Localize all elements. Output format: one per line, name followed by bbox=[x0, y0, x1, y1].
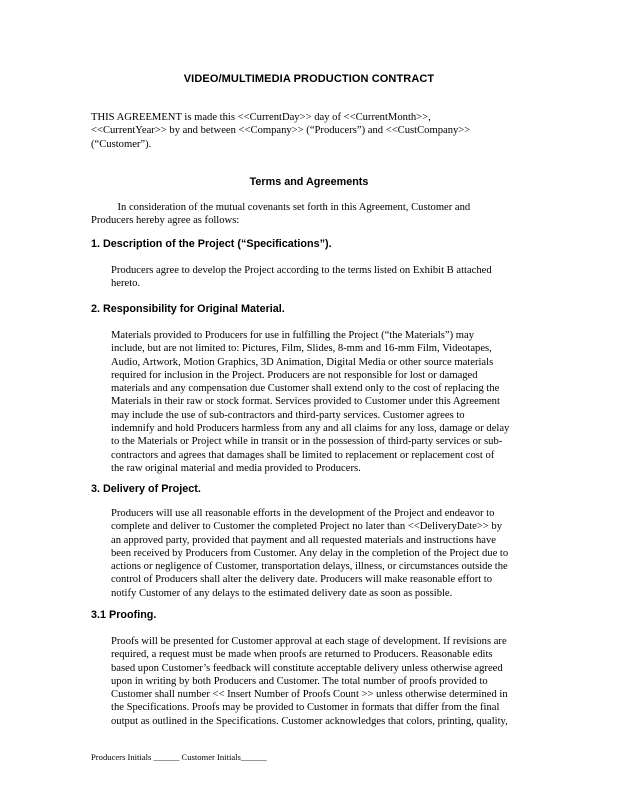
section-1-heading: 1. Description of the Project (“Specifications”). bbox=[91, 238, 332, 250]
terms-heading: Terms and Agreements bbox=[249, 176, 369, 188]
section-2-body: Materials provided to Producers for use in fulfilling the Project (“the Materials”) may include, but are not limited to: Pictures, Film, Slides, 8-mm and 16-mm Film, Videotapes, Audio, Artwork, Motion Graphics, 3D Animation, Digital Media or other source materials required for inclusion in the Project. Producers are not responsible for lost or damaged materials and any compensation due Customer shall extend only to the cost of replacing the Materials in their raw or stock format. Services provided to Customer under this Agreement may include the use of sub-contractors and third-party services. Customer agrees to indemnify and hold Producers harmless from any and all claims for any loss, damage or delay to the Materials or Project while in transit or in the possession of third-party services or sub- contractors and agrees that damages shall be limited to replacement or replacement cost of the raw original material and media provided to Producers. bbox=[111, 330, 510, 474]
document-title: VIDEO/MULTIMEDIA PRODUCTION CONTRACT bbox=[183, 73, 435, 85]
section-3-1-heading: 3.1 Proofing. bbox=[91, 609, 157, 621]
initials-footer: Producers Initials ______ Customer Initials______ bbox=[91, 752, 267, 762]
consideration-paragraph: In consideration of the mutual covenants set forth in this Agreement, Customer and Producers hereby agree as follows: bbox=[91, 202, 471, 227]
section-3-1-body: Proofs will be presented for Customer approval at each stage of development. If revisions are required, a request must be made when proofs are returned to Producers. Reasonable edits based upon Customer’s feedback will constitute acceptable delivery unless otherwise agreed upon in writing by both Producers and Customer. The total number of proofs provided to Customer shall number << Insert Number of Proofs Count >> unless otherwise determined in the Specifications. Proofs may be provided to Customer in formats that differ from the final output as outlined in the Specifications. Customer acknowledges that colors, printing, quality, bbox=[111, 636, 508, 727]
agreement-intro: THIS AGREEMENT is made this <<CurrentDay>> day of <<CurrentMonth>>, <<CurrentYear>> by and between <<Company>> (“Producers”) and <<CustCompany>> (“Customer”). bbox=[91, 112, 471, 150]
section-3-heading: 3. Delivery of Project. bbox=[91, 483, 201, 495]
section-2-heading: 2. Responsibility for Original Material. bbox=[91, 303, 285, 315]
section-1-body: Producers agree to develop the Project according to the terms listed on Exhibit B attached hereto. bbox=[111, 265, 492, 290]
section-3-body: Producers will use all reasonable efforts in the development of the Project and endeavor to complete and deliver to Customer the completed Project no later than <<DeliveryDate>> by an approved party, provided that payment and all requested materials and instructions have been received by Producers from Customer. Any delay in the completion of the Project due to actions or negligence of Customer, transportation delays, illness, or circumstances outside the control of Producers shall alter the delivery date. Producers will make reasonable effort to notify Customer of any delays to the estimated delivery date as soon as possible. bbox=[111, 508, 509, 599]
